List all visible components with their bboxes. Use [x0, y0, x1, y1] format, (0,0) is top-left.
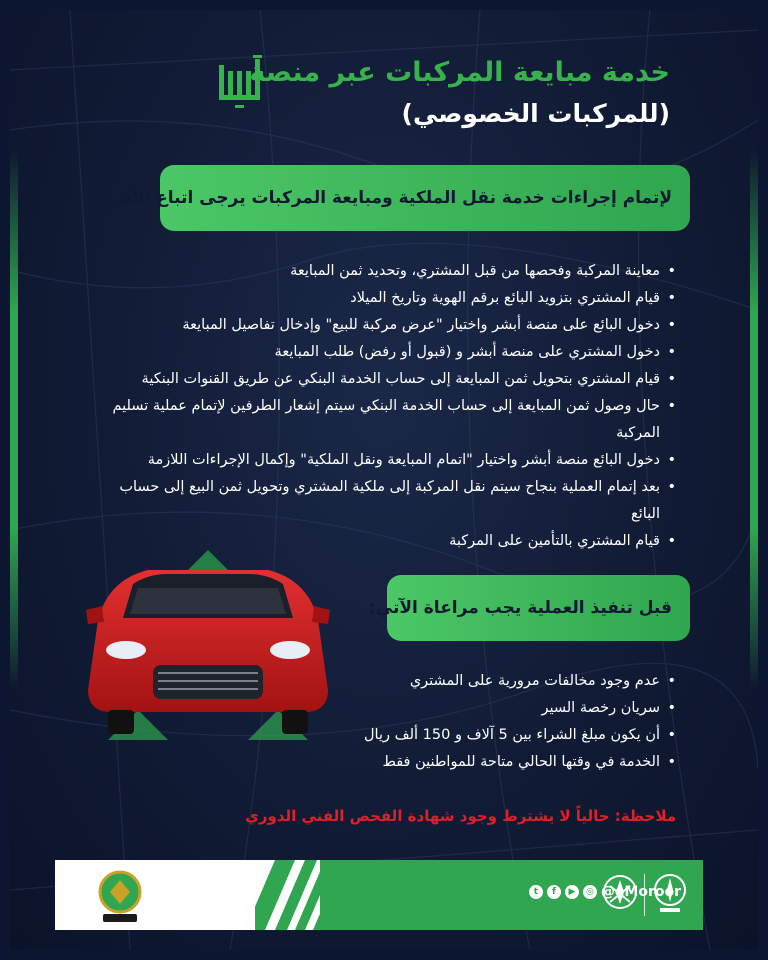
social-handle[interactable]: [529, 884, 681, 900]
list-item: • سريان رخصة السير: [300, 695, 676, 722]
list-item: • دخول البائع على منصة أبشر واختيار "عرض مركبة للبيع" وإدخال تفاصيل المبايعة: [108, 312, 676, 339]
youtube-icon[interactable]: ▶: [565, 885, 579, 899]
section1-list: [108, 258, 676, 555]
list-item: • قيام المشتري بتحويل ثمن المبايعة إلى حساب الخدمة البنكي عن طريق القنوات البنكية: [108, 366, 676, 393]
note-text: ملاحظة: حالياً لا يشترط وجود شهادة الفحص الفني الدوري: [245, 807, 676, 825]
list-item: • حال وصول ثمن المبايعة إلى حساب الخدمة البنكي سيتم إشعار الطرفين لإتمام عملية تسليم المركبة: [108, 393, 676, 447]
list-item: • أن يكون مبلغ الشراء بين 5 آلاف و 150 ألف ريال: [300, 722, 676, 749]
list-item: • بعد إتمام العملية بنجاح سيتم نقل المركبة إلى ملكية المشتري وتحويل ثمن البيع إلى حساب البائع: [108, 474, 676, 528]
section2-heading-text: قبل تنفيذ العملية يجب مراعاة الآتي:: [368, 598, 672, 618]
header: [200, 55, 670, 145]
traffic-department-logo: [95, 868, 145, 924]
red-car-illustration: [78, 540, 338, 750]
footer-banner: [55, 860, 703, 930]
twitter-icon[interactable]: t: [529, 885, 543, 899]
facebook-icon[interactable]: f: [547, 885, 561, 899]
list-item: • قيام المشتري بتزويد البائع برقم الهوية وتاريخ الميلاد: [108, 285, 676, 312]
section1-heading-text: لإتمام إجراءات خدمة نقل الملكية ومبايعة المركبات يرجى اتباع الآتي:: [101, 188, 672, 208]
list-item: • قيام المشتري بالتأمين على المركبة: [108, 528, 676, 555]
list-item: • دخول البائع منصة أبشر واختيار "اتمام المبايعة ونقل الملكية" وإكمال الإجراءات اللازمة: [108, 447, 676, 474]
list-item: • معاينة المركبة وفحصها من قبل المشتري، وتحديد ثمن المبايعة: [108, 258, 676, 285]
footer-green-panel: [320, 860, 703, 930]
section1-heading: [101, 165, 690, 231]
section2-heading: [368, 575, 690, 641]
list-item: • الخدمة في وقتها الحالي متاحة للمواطنين فقط: [300, 749, 676, 776]
left-accent-bar: [10, 150, 18, 690]
instagram-icon[interactable]: ◎: [583, 885, 597, 899]
title-line-2: (للمركبات الخصوصي): [401, 99, 670, 128]
handle-text[interactable]: @eMoroor: [600, 884, 681, 900]
section2-list: [300, 668, 676, 776]
list-item: • دخول المشتري على منصة أبشر و (قبول أو رفض) طلب المبايعة: [108, 339, 676, 366]
list-item: • عدم وجود مخالفات مرورية على المشتري: [300, 668, 676, 695]
right-accent-bar: [750, 150, 758, 690]
title-line-1: خدمة مبايعة المركبات عبر منصة: [249, 57, 670, 88]
